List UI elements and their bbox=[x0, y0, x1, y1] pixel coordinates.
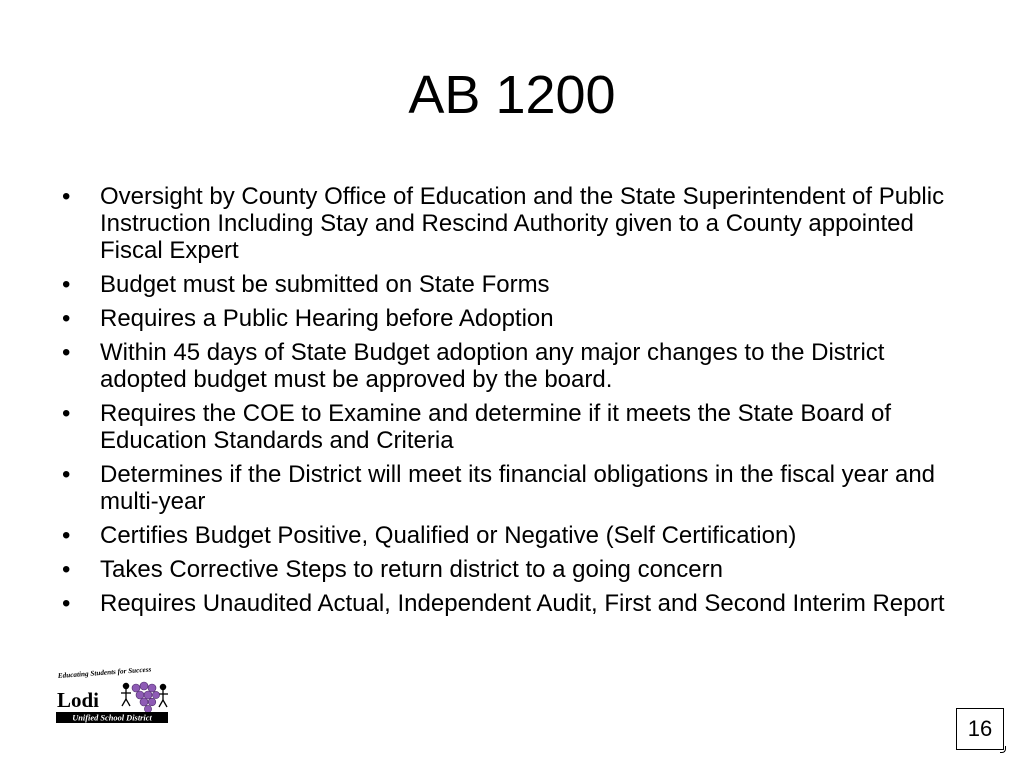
bullet-marker: • bbox=[62, 183, 71, 210]
bullet-marker: • bbox=[62, 271, 71, 298]
logo-subtitle: Unified School District bbox=[72, 713, 152, 723]
bullet-marker: • bbox=[62, 556, 71, 583]
page-number-box bbox=[956, 708, 1004, 750]
bullet-text: Determines if the District will meet its financial obligations in the fiscal year and multi-year bbox=[100, 461, 936, 515]
slide-title: AB 1200 bbox=[408, 65, 616, 125]
bullet-text: Requires a Public Hearing before Adoption bbox=[100, 305, 554, 332]
bullet-text: Oversight by County Office of Education and the State Superintendent of Public Instruction Including Stay and Rescind Authority given to a County appointed Fiscal Expert bbox=[100, 183, 945, 264]
bullet-item bbox=[62, 305, 962, 332]
bullet-item bbox=[62, 271, 962, 298]
bullet-text: Takes Corrective Steps to return district to a going concern bbox=[100, 556, 723, 583]
bullet-marker: • bbox=[62, 590, 71, 617]
bullet-item bbox=[62, 461, 962, 515]
grape-cluster-icon bbox=[132, 682, 160, 713]
bullet-item bbox=[62, 590, 962, 617]
bullet-text: Budget must be submitted on State Forms bbox=[100, 271, 550, 298]
bullet-item bbox=[62, 400, 962, 454]
bullet-item bbox=[62, 556, 962, 583]
bullet-text: Requires the COE to Examine and determine if it meets the State Board of Education Standards and Criteria bbox=[100, 400, 892, 454]
bullet-list bbox=[62, 183, 962, 624]
logo-name: Lodi bbox=[57, 688, 100, 712]
bullet-marker: • bbox=[62, 461, 71, 488]
bullet-item bbox=[62, 522, 962, 549]
page-corner-mark bbox=[1000, 746, 1006, 753]
bullet-item bbox=[62, 339, 962, 393]
bullet-marker: • bbox=[62, 339, 71, 366]
bullet-text: Requires Unaudited Actual, Independent Audit, First and Second Interim Report bbox=[100, 590, 945, 617]
bullet-marker: • bbox=[62, 400, 71, 427]
logo-tagline: Educating Students for Success bbox=[57, 665, 152, 680]
bullet-text: Within 45 days of State Budget adoption any major changes to the District adopted budget must be approved by the board. bbox=[100, 339, 885, 393]
bullet-text: Certifies Budget Positive, Qualified or Negative (Self Certification) bbox=[100, 522, 797, 549]
bullet-item bbox=[62, 183, 962, 264]
bullet-marker: • bbox=[62, 305, 71, 332]
page-number: 16 bbox=[967, 716, 993, 741]
lodi-usd-logo bbox=[54, 664, 170, 726]
bullet-marker: • bbox=[62, 522, 71, 549]
